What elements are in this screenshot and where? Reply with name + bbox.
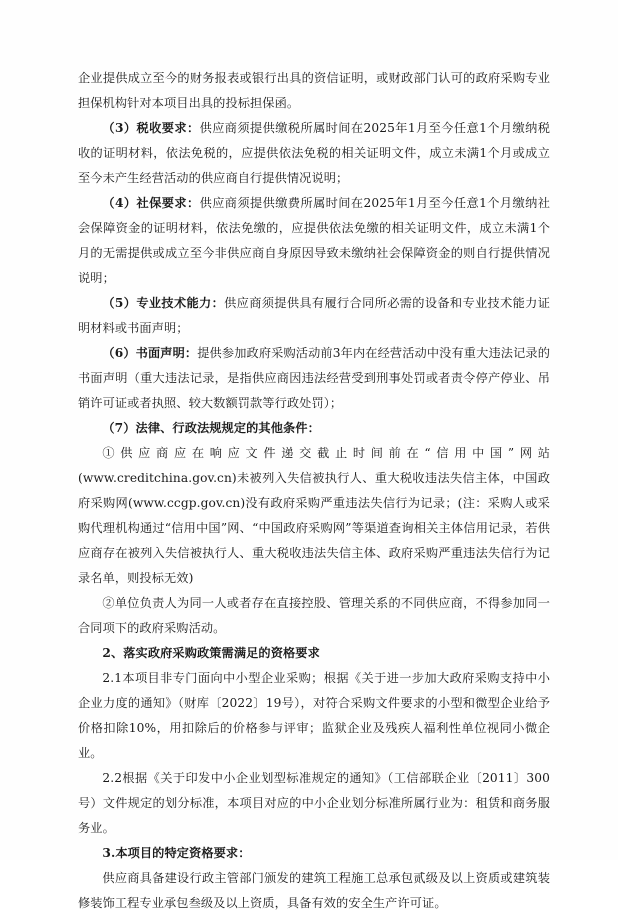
paragraph-tax-requirement: [78, 116, 550, 191]
paragraph-technical-ability: [78, 291, 550, 341]
heading-technical-ability: （5）专业技术能力：: [102, 296, 225, 310]
paragraph-sme-classification: [78, 766, 550, 841]
paragraph-other-conditions: [78, 416, 550, 441]
document-body: [78, 66, 550, 916]
paragraph-sme-price-deduction: [78, 666, 550, 766]
paragraph-text: 2.1本项目非专门面向中小型企业采购；根据《关于进一步加大政府采购支持中小企业力度的通知》（财库〔2022〕19号），对符合采购文件要求的小型和微型企业给予价格扣除10%，用扣除后的价格参与评审；监狱企业及残疾人福利性单位视同小微企业。: [78, 671, 550, 760]
heading-tax-requirement: （3）税收要求：: [102, 121, 200, 135]
paragraph-same-responsible-person: [78, 591, 550, 641]
paragraph-policy-requirements: [78, 641, 550, 666]
paragraph-credit-check: [78, 441, 550, 591]
paragraph-text: 供应商具备建设行政主管部门颁发的建筑工程施工总承包贰级及以上资质或建筑装修装饰工程专业承包叁级及以上资质，具备有效的安全生产许可证。: [78, 871, 550, 910]
paragraph-specific-qualifications: [78, 841, 550, 866]
heading-written-statement: （6）书面声明：: [102, 346, 198, 360]
paragraph-construction-qualification: [78, 866, 550, 916]
paragraph-guarantee-continued: [78, 66, 550, 116]
paragraph-written-statement: [78, 341, 550, 416]
paragraph-text: 提供参加政府采购活动前3年内在经营活动中没有重大违法记录的书面声明（重大违法记录，是指供应商因违法经营受到刑事处罚或者责令停产停业、吊销许可证或者执照、较大数额罚款等行政处罚）；: [78, 346, 551, 410]
heading-social-security: （4）社保要求：: [102, 196, 200, 210]
paragraph-text: 供应商须提供缴税所属时间在2025年1月至今任意1个月缴纳税收的证明材料，依法免税的，应提供依法免税的相关证明文件，成立未满1个月或成立至今未产生经营活动的供应商自行提供情况说明；: [78, 121, 551, 185]
paragraph-text: 企业提供成立至今的财务报表或银行出具的资信证明，或财政部门认可的政府采购专业担保机构针对本项目出具的投标担保函。: [78, 71, 550, 110]
paragraph-text: ①供应商应在响应文件递交截止时间前在“信用中国”网站(www.creditchina.gov.cn)未被列入失信被执行人、重大税收违法失信主体，中国政府采购网(www.ccgp.gov.cn)没有政府采购严重违法失信行为记录；(注：采购人或采购代理机构通过“信用中国”网、“中国政府采购网”等渠道查询相关主体信用记录，若供应商存在被列入失信被执行人、重大税收违法失信主体、政府采购严重违法失信行为记录名单，则投标无效): [78, 446, 550, 585]
heading-policy-requirements: 2、落实政府采购政策需满足的资格要求: [102, 646, 320, 660]
paragraph-text: 2.2根据《关于印发中小企业划型标准规定的通知》（工信部联企业〔2011〕300号）文件规定的划分标准，本项目对应的中小企业划分标准所属行业为：租赁和商务服务业。: [78, 771, 550, 835]
paragraph-text: 供应商须提供缴费所属时间在2025年1月至今任意1个月缴纳社会保障资金的证明材料，依法免缴的，应提供依法免缴的相关证明文件，成立未满1个月的无需提供或成立至今非供应商自身原因导致未缴纳社会保障资金的则自行提供情况说明；: [78, 196, 551, 285]
heading-specific-qualifications: 3.本项目的特定资格要求：: [102, 846, 251, 860]
heading-other-conditions: （7）法律、行政法规规定的其他条件：: [102, 421, 320, 435]
paragraph-text: ②单位负责人为同一人或者存在直接控股、管理关系的不同供应商，不得参加同一合同项下的政府采购活动。: [78, 596, 550, 635]
paragraph-text: 供应商须提供具有履行合同所必需的设备和专业技术能力证明材料或书面声明；: [78, 296, 550, 335]
paragraph-social-security: [78, 191, 550, 291]
